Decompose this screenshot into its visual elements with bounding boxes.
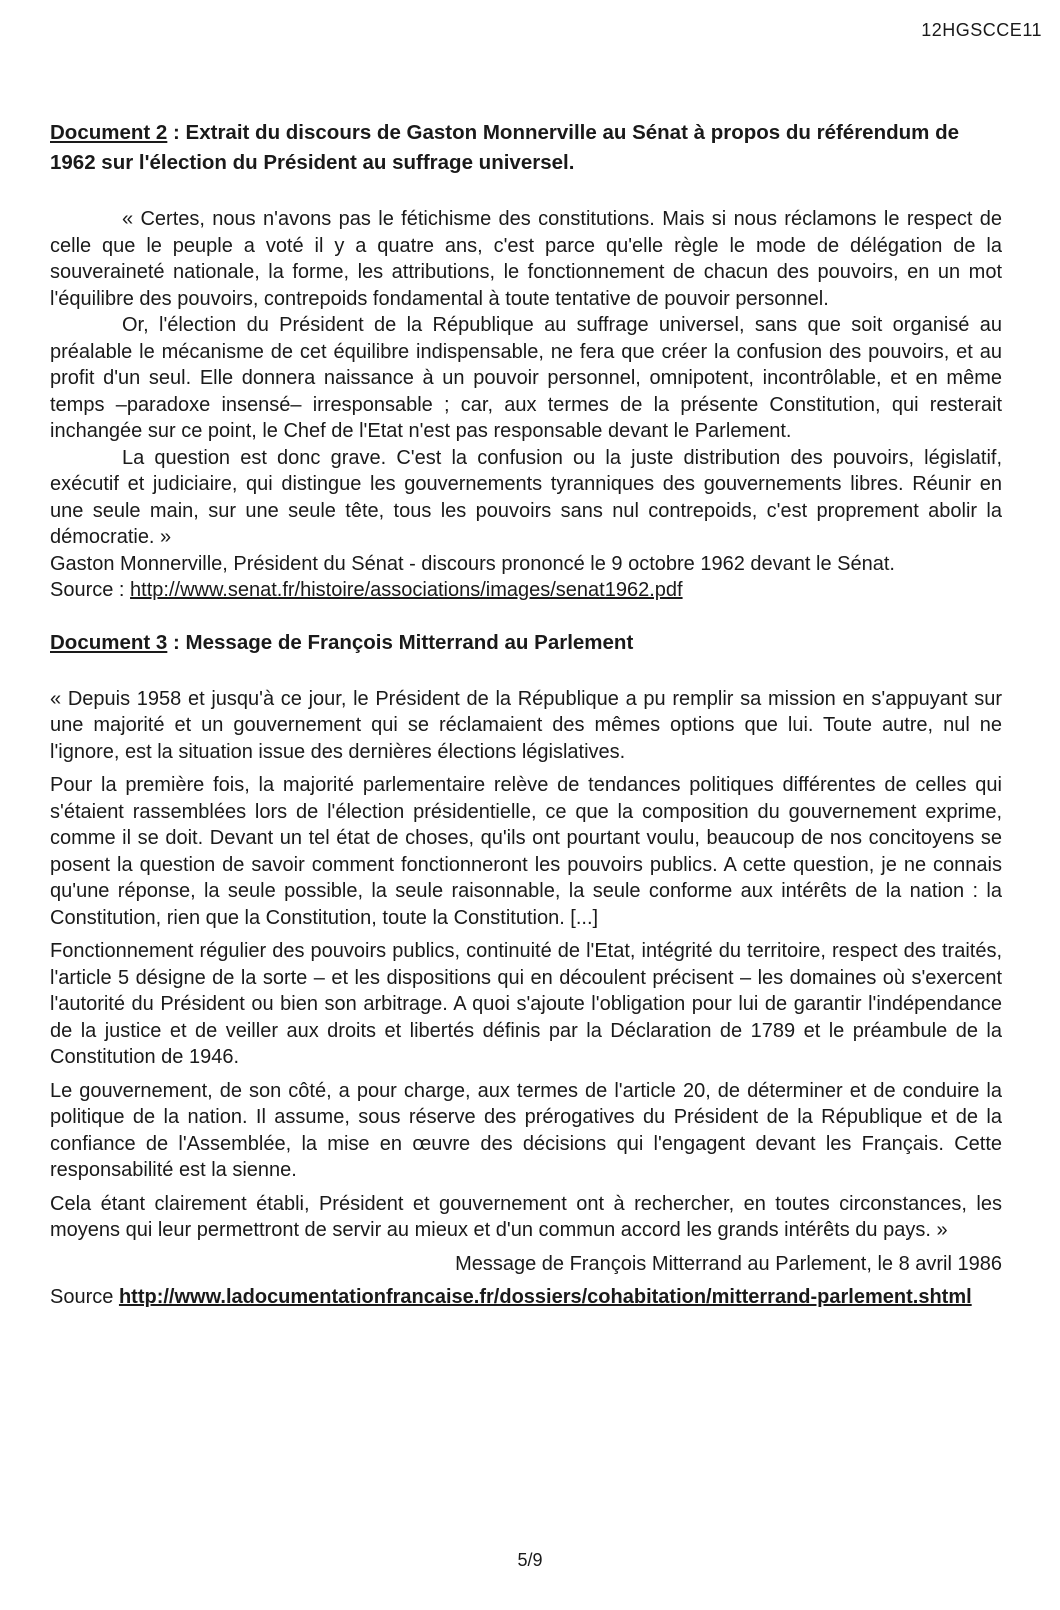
- document-2-paragraph: Or, l'élection du Président de la République au suffrage universel, sans que soit organisé au préalable le mécanisme de cet équilibre indispensable, ne fera que créer la confusion des pouvoirs, et au profit d'un seul. Elle donnera naissance à un pouvoir personnel, omnipotent, incontrôlable, et en même temps –paradoxe insensé– irresponsable ; car, aux termes de la présente Constitution, qui resterait inchangée sur ce point, le Chef de l'Etat n'est pas responsable devant le Parlement.: [50, 314, 1002, 442]
- document-3-source-link[interactable]: http://www.ladocumentationfrancaise.fr/dossiers/cohabitation/mitterrand-parlement.shtml: [118, 1286, 972, 1308]
- document-3-source-label: Source: [50, 1286, 119, 1308]
- document-3-title-text: : Message de François Mitterrand au Parlement: [167, 630, 634, 654]
- document-2-source: [50, 577, 1002, 604]
- document-3-label: Document 3: [50, 630, 168, 654]
- document-3-attribution: Message de François Mitterrand au Parlement, le 8 avril 1986: [455, 1252, 1002, 1275]
- document-3-paragraph: « Depuis 1958 et jusqu'à ce jour, le Président de la République a pu remplir sa mission en s'appuyant sur une majorité et un gouvernement qui se réclamaient des mêmes options que lui. Toute autre, nul ne l'ignore, est la situation issue des dernières élections législatives.: [50, 687, 1002, 763]
- document-3-source: [50, 1284, 1002, 1311]
- document-3-paragraph: Cela étant clairement établi, Président et gouvernement ont à rechercher, en toutes circonstances, les moyens qui leur permettront de servir au mieux et d'un commun accord les grands intérêts du pays. »: [50, 1192, 1002, 1241]
- document-2-attribution: Gaston Monnerville, Président du Sénat - discours prononcé le 9 octobre 1962 devant le Sénat.: [50, 552, 895, 575]
- document-3-paragraph: Fonctionnement régulier des pouvoirs publics, continuité de l'Etat, intégrité du territoire, respect des traités, l'article 5 désigne de la sorte – et les dispositions qui en découlent précisent – les domaines où s'exercent l'autorité du Président ou bien son arbitrage. A quoi s'ajoute l'obligation pour lui de garantir l'indépendance de la justice et de veiller aux droits et libertés définis par la Déclaration de 1789 et le préambule de la Constitution de 1946.: [50, 940, 1002, 1068]
- page-code: 12HGSCCE11: [921, 20, 1042, 40]
- document-3-paragraph: Pour la première fois, la majorité parlementaire relève de tendances politiques différentes de celles qui s'étaient rassemblées lors de l'élection présidentielle, ce que la composition du gouvernement exprime, comme il se doit. Devant un tel état de choses, qu'ils ont pourtant voulu, beaucoup de nos concitoyens se posent la question de savoir comment fonctionneront les pouvoirs publics. A cette question, je ne connais qu'une réponse, la seule possible, la seule raisonnable, la seule conforme aux intérêts de la nation : la Constitution, rien que la Constitution, toute la Constitution. [...]: [50, 774, 1002, 929]
- document-2-paragraph: « Certes, nous n'avons pas le fétichisme des constitutions. Mais si nous réclamons le respect de celle que le peuple a voté il y a quatre ans, c'est parce qu'elle règle le mode de délégation de la souveraineté nationale, la forme, les attributions, le fonctionnement de chacun des pouvoirs, en un mot l'équilibre des pouvoirs, contrepoids fondamental à toute tentative de pouvoir personnel.: [50, 208, 1002, 310]
- document-2-source-label: Source :: [50, 579, 131, 601]
- document-2-title: [50, 118, 1002, 178]
- page-content: [50, 118, 1002, 1311]
- document-3-title: [50, 628, 1002, 658]
- document-2-source-link[interactable]: http://www.senat.fr/histoire/associations/images/senat1962.pdf: [130, 579, 683, 601]
- document-3-paragraph: Le gouvernement, de son côté, a pour charge, aux termes de l'article 20, de déterminer et de conduire la politique de la nation. Il assume, sous réserve des prérogatives du Président de la République et de la confiance de l'Assemblée, la mise en œuvre des décisions qui l'engagent devant les Français. Cette responsabilité est la sienne.: [50, 1079, 1002, 1181]
- page-number: 5/9: [517, 1550, 543, 1570]
- document-2-label: Document 2: [50, 121, 168, 144]
- document-2-paragraph: La question est donc grave. C'est la confusion ou la juste distribution des pouvoirs, législatif, exécutif et judiciaire, qui distingue les gouvernements tyranniques des gouvernements libres. Réunir en une seule main, sur une seule tête, tous les pouvoirs sans nul contrepoids, c'est proprement abolir la démocratie. »: [50, 446, 1002, 548]
- document-2-title-text: : Extrait du discours de Gaston Monnerville au Sénat à propos du référendum de 1962 sur l'élection du Président au suffrage universel.: [50, 121, 960, 174]
